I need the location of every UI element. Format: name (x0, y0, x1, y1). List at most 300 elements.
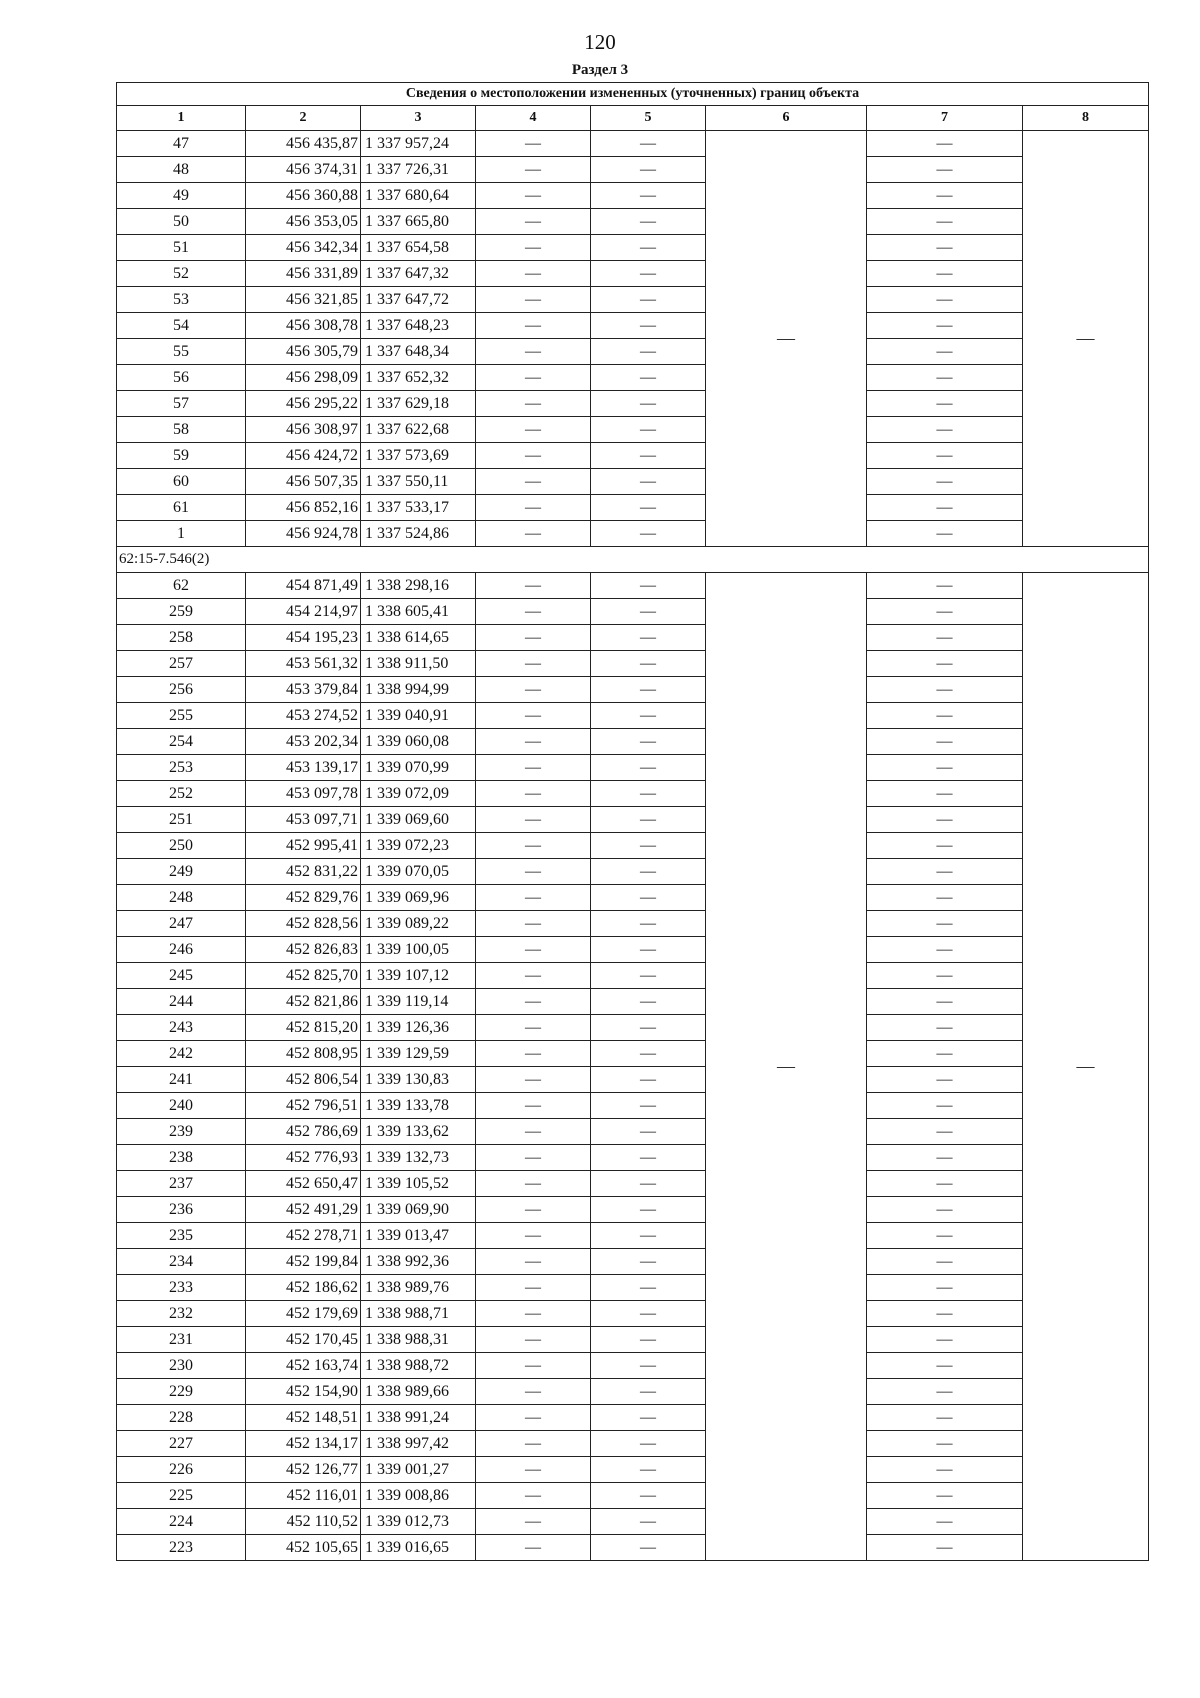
coord-y: 1 337 680,64 (361, 183, 476, 209)
col7-dash: — (867, 1171, 1023, 1197)
col4-dash: — (476, 417, 591, 443)
coord-y: 1 338 997,42 (361, 1431, 476, 1457)
column-header-8: 8 (1023, 106, 1149, 131)
col4-dash: — (476, 1119, 591, 1145)
col7-dash: — (867, 313, 1023, 339)
group-label: 62:15-7.546(2) (117, 547, 1149, 573)
point-number: 240 (117, 1093, 246, 1119)
table-row (117, 1145, 1149, 1171)
col5-dash: — (591, 1067, 706, 1093)
col4-dash: — (476, 1535, 591, 1561)
col5-dash: — (591, 1483, 706, 1509)
col5-dash: — (591, 651, 706, 677)
col5-dash: — (591, 365, 706, 391)
col7-dash: — (867, 1405, 1023, 1431)
col5-dash: — (591, 1405, 706, 1431)
coord-x: 456 321,85 (246, 287, 361, 313)
col4-dash: — (476, 1483, 591, 1509)
coord-x: 453 097,71 (246, 807, 361, 833)
coord-x: 453 097,78 (246, 781, 361, 807)
coord-y: 1 338 992,36 (361, 1249, 476, 1275)
col7-dash: — (867, 1223, 1023, 1249)
coord-x: 452 134,17 (246, 1431, 361, 1457)
col7-dash: — (867, 157, 1023, 183)
point-number: 245 (117, 963, 246, 989)
table-row (117, 209, 1149, 235)
coord-x: 452 796,51 (246, 1093, 361, 1119)
col5-dash: — (591, 1275, 706, 1301)
point-number: 247 (117, 911, 246, 937)
col5-dash: — (591, 989, 706, 1015)
col4-dash: — (476, 677, 591, 703)
col5-dash: — (591, 1223, 706, 1249)
col5-dash: — (591, 677, 706, 703)
coord-y: 1 339 133,62 (361, 1119, 476, 1145)
coord-y: 1 337 647,72 (361, 287, 476, 313)
col4-dash: — (476, 1067, 591, 1093)
col4-dash: — (476, 859, 591, 885)
coord-y: 1 339 008,86 (361, 1483, 476, 1509)
table-row (117, 599, 1149, 625)
coord-y: 1 339 001,27 (361, 1457, 476, 1483)
col5-dash: — (591, 313, 706, 339)
col7-dash: — (867, 1119, 1023, 1145)
col5-dash: — (591, 209, 706, 235)
point-number: 49 (117, 183, 246, 209)
col7-dash: — (867, 1483, 1023, 1509)
point-number: 248 (117, 885, 246, 911)
col4-dash: — (476, 781, 591, 807)
col5-dash: — (591, 261, 706, 287)
coord-y: 1 338 298,16 (361, 573, 476, 599)
coord-x: 452 491,29 (246, 1197, 361, 1223)
table-row (117, 1197, 1149, 1223)
col5-dash: — (591, 1119, 706, 1145)
coord-x: 453 561,32 (246, 651, 361, 677)
col4-dash: — (476, 729, 591, 755)
table-row (117, 573, 1149, 599)
coord-y: 1 339 126,36 (361, 1015, 476, 1041)
col7-dash: — (867, 183, 1023, 209)
coord-x: 456 374,31 (246, 157, 361, 183)
table-row (117, 339, 1149, 365)
col7-dash: — (867, 1353, 1023, 1379)
point-number: 234 (117, 1249, 246, 1275)
col7-dash: — (867, 287, 1023, 313)
col4-dash: — (476, 625, 591, 651)
col5-dash: — (591, 963, 706, 989)
coord-y: 1 337 533,17 (361, 495, 476, 521)
point-number: 256 (117, 677, 246, 703)
table-row (117, 1067, 1149, 1093)
col4-dash: — (476, 1405, 591, 1431)
col4-dash: — (476, 963, 591, 989)
column-header-row (117, 106, 1149, 131)
col4-dash: — (476, 157, 591, 183)
col7-dash: — (867, 365, 1023, 391)
col7-dash: — (867, 391, 1023, 417)
point-number: 239 (117, 1119, 246, 1145)
table-row (117, 833, 1149, 859)
point-number: 258 (117, 625, 246, 651)
col7-dash: — (867, 1327, 1023, 1353)
coord-x: 452 179,69 (246, 1301, 361, 1327)
col4-dash: — (476, 599, 591, 625)
table-row (117, 1535, 1149, 1561)
table-row (117, 235, 1149, 261)
col5-dash: — (591, 1353, 706, 1379)
col4-dash: — (476, 755, 591, 781)
col7-dash: — (867, 1249, 1023, 1275)
col5-dash: — (591, 417, 706, 443)
coord-x: 456 852,16 (246, 495, 361, 521)
coord-x: 452 170,45 (246, 1327, 361, 1353)
coord-x: 452 116,01 (246, 1483, 361, 1509)
coord-y: 1 339 133,78 (361, 1093, 476, 1119)
col5-dash: — (591, 1249, 706, 1275)
col5-dash: — (591, 495, 706, 521)
col7-dash: — (867, 209, 1023, 235)
col5-dash: — (591, 1301, 706, 1327)
point-number: 48 (117, 157, 246, 183)
coord-y: 1 339 013,47 (361, 1223, 476, 1249)
col5-dash: — (591, 781, 706, 807)
table-row (117, 625, 1149, 651)
table-row (117, 1431, 1149, 1457)
point-number: 230 (117, 1353, 246, 1379)
coord-y: 1 339 129,59 (361, 1041, 476, 1067)
table-row (117, 677, 1149, 703)
col7-dash: — (867, 807, 1023, 833)
coord-x: 452 815,20 (246, 1015, 361, 1041)
col4-dash: — (476, 1223, 591, 1249)
table-row (117, 1405, 1149, 1431)
col4-dash: — (476, 833, 591, 859)
col5-dash: — (591, 833, 706, 859)
col4-dash: — (476, 1353, 591, 1379)
col5-dash: — (591, 885, 706, 911)
point-number: 255 (117, 703, 246, 729)
coord-x: 452 806,54 (246, 1067, 361, 1093)
col5-dash: — (591, 703, 706, 729)
col5-dash: — (591, 1379, 706, 1405)
coord-y: 1 337 622,68 (361, 417, 476, 443)
col4-dash: — (476, 1327, 591, 1353)
table-row (117, 755, 1149, 781)
col7-dash: — (867, 911, 1023, 937)
point-number: 228 (117, 1405, 246, 1431)
coord-y: 1 339 072,09 (361, 781, 476, 807)
point-number: 61 (117, 495, 246, 521)
column-header-2: 2 (246, 106, 361, 131)
point-number: 238 (117, 1145, 246, 1171)
coord-y: 1 338 988,31 (361, 1327, 476, 1353)
coord-x: 453 139,17 (246, 755, 361, 781)
point-number: 59 (117, 443, 246, 469)
coord-y: 1 337 550,11 (361, 469, 476, 495)
coord-x: 452 186,62 (246, 1275, 361, 1301)
coord-y: 1 338 988,71 (361, 1301, 476, 1327)
col4-dash: — (476, 1041, 591, 1067)
coord-y: 1 338 991,24 (361, 1405, 476, 1431)
table-row (117, 1093, 1149, 1119)
col4-dash: — (476, 287, 591, 313)
col4-dash: — (476, 1275, 591, 1301)
col4-dash: — (476, 989, 591, 1015)
coord-x: 452 110,52 (246, 1509, 361, 1535)
coord-y: 1 337 654,58 (361, 235, 476, 261)
col4-dash: — (476, 1015, 591, 1041)
col5-dash: — (591, 183, 706, 209)
coord-x: 456 295,22 (246, 391, 361, 417)
col7-dash: — (867, 729, 1023, 755)
coord-y: 1 339 089,22 (361, 911, 476, 937)
col4-dash: — (476, 131, 591, 157)
column-header-3: 3 (361, 106, 476, 131)
coord-x: 452 105,65 (246, 1535, 361, 1561)
coord-y: 1 337 647,32 (361, 261, 476, 287)
col4-dash: — (476, 1379, 591, 1405)
coord-y: 1 339 069,96 (361, 885, 476, 911)
point-number: 249 (117, 859, 246, 885)
coord-y: 1 339 132,73 (361, 1145, 476, 1171)
col4-dash: — (476, 495, 591, 521)
coord-y: 1 339 119,14 (361, 989, 476, 1015)
col4-dash: — (476, 885, 591, 911)
col5-dash: — (591, 1431, 706, 1457)
coord-y: 1 337 726,31 (361, 157, 476, 183)
coord-y: 1 338 989,76 (361, 1275, 476, 1301)
point-number: 257 (117, 651, 246, 677)
point-number: 232 (117, 1301, 246, 1327)
table-row (117, 313, 1149, 339)
coord-y: 1 338 989,66 (361, 1379, 476, 1405)
point-number: 225 (117, 1483, 246, 1509)
col7-dash: — (867, 469, 1023, 495)
coord-x: 456 924,78 (246, 521, 361, 547)
col4-dash: — (476, 1093, 591, 1119)
coord-y: 1 337 648,34 (361, 339, 476, 365)
point-number: 224 (117, 1509, 246, 1535)
coord-y: 1 337 665,80 (361, 209, 476, 235)
table-row (117, 261, 1149, 287)
col5-dash: — (591, 1015, 706, 1041)
col5-dash: — (591, 287, 706, 313)
point-number: 62 (117, 573, 246, 599)
point-number: 1 (117, 521, 246, 547)
table-title-row (117, 83, 1149, 106)
table-row (117, 1119, 1149, 1145)
table-row (117, 521, 1149, 547)
coord-x: 452 828,56 (246, 911, 361, 937)
point-number: 229 (117, 1379, 246, 1405)
coord-x: 452 148,51 (246, 1405, 361, 1431)
coord-x: 452 163,74 (246, 1353, 361, 1379)
col4-dash: — (476, 443, 591, 469)
coord-y: 1 337 648,23 (361, 313, 476, 339)
col7-dash: — (867, 989, 1023, 1015)
col4-dash: — (476, 365, 591, 391)
col4-dash: — (476, 261, 591, 287)
col4-dash: — (476, 1197, 591, 1223)
col5-dash: — (591, 1093, 706, 1119)
col4-dash: — (476, 937, 591, 963)
coord-x: 452 995,41 (246, 833, 361, 859)
col4-dash: — (476, 1431, 591, 1457)
col5-dash: — (591, 937, 706, 963)
col5-dash: — (591, 1509, 706, 1535)
col4-dash: — (476, 469, 591, 495)
coord-y: 1 339 040,91 (361, 703, 476, 729)
coord-y: 1 339 072,23 (361, 833, 476, 859)
col4-dash: — (476, 209, 591, 235)
col5-dash: — (591, 859, 706, 885)
col7-dash: — (867, 261, 1023, 287)
col4-dash: — (476, 339, 591, 365)
table-row (117, 131, 1149, 157)
col7-dash: — (867, 1509, 1023, 1535)
point-number: 52 (117, 261, 246, 287)
column-header-6: 6 (706, 106, 867, 131)
col5-dash: — (591, 1041, 706, 1067)
point-number: 231 (117, 1327, 246, 1353)
table-row (117, 729, 1149, 755)
point-number: 56 (117, 365, 246, 391)
col6-merged-dash: — (706, 131, 867, 547)
coord-y: 1 339 069,90 (361, 1197, 476, 1223)
coord-y: 1 339 105,52 (361, 1171, 476, 1197)
point-number: 246 (117, 937, 246, 963)
coord-x: 456 308,97 (246, 417, 361, 443)
point-number: 242 (117, 1041, 246, 1067)
coord-x: 452 154,90 (246, 1379, 361, 1405)
col5-dash: — (591, 235, 706, 261)
table-row (117, 911, 1149, 937)
col5-dash: — (591, 1197, 706, 1223)
col4-dash: — (476, 1301, 591, 1327)
coord-y: 1 339 107,12 (361, 963, 476, 989)
col4-dash: — (476, 651, 591, 677)
point-number: 236 (117, 1197, 246, 1223)
coord-x: 456 435,87 (246, 131, 361, 157)
col7-dash: — (867, 703, 1023, 729)
table-row (117, 365, 1149, 391)
table-row (117, 417, 1149, 443)
coord-x: 456 305,79 (246, 339, 361, 365)
col7-dash: — (867, 521, 1023, 547)
coord-x: 454 214,97 (246, 599, 361, 625)
point-number: 51 (117, 235, 246, 261)
col5-dash: — (591, 1327, 706, 1353)
point-number: 253 (117, 755, 246, 781)
coord-y: 1 339 012,73 (361, 1509, 476, 1535)
point-number: 53 (117, 287, 246, 313)
col7-dash: — (867, 781, 1023, 807)
point-number: 259 (117, 599, 246, 625)
col7-dash: — (867, 833, 1023, 859)
point-number: 233 (117, 1275, 246, 1301)
col7-dash: — (867, 963, 1023, 989)
coord-y: 1 338 911,50 (361, 651, 476, 677)
col5-dash: — (591, 131, 706, 157)
col4-dash: — (476, 807, 591, 833)
point-number: 57 (117, 391, 246, 417)
col5-dash: — (591, 755, 706, 781)
table-row (117, 937, 1149, 963)
col4-dash: — (476, 391, 591, 417)
coord-x: 456 507,35 (246, 469, 361, 495)
coord-y: 1 337 573,69 (361, 443, 476, 469)
table-row (117, 989, 1149, 1015)
table-row (117, 183, 1149, 209)
group-label-row (117, 547, 1149, 573)
point-number: 241 (117, 1067, 246, 1093)
col7-dash: — (867, 625, 1023, 651)
table-row (117, 963, 1149, 989)
coord-y: 1 339 070,05 (361, 859, 476, 885)
col4-dash: — (476, 1457, 591, 1483)
col7-dash: — (867, 1145, 1023, 1171)
table-row (117, 1171, 1149, 1197)
table-row (117, 703, 1149, 729)
coord-x: 453 202,34 (246, 729, 361, 755)
col4-dash: — (476, 911, 591, 937)
coord-x: 456 331,89 (246, 261, 361, 287)
col7-dash: — (867, 651, 1023, 677)
col5-dash: — (591, 157, 706, 183)
coord-y: 1 337 629,18 (361, 391, 476, 417)
point-number: 250 (117, 833, 246, 859)
table-row (117, 859, 1149, 885)
coord-x: 452 825,70 (246, 963, 361, 989)
col4-dash: — (476, 235, 591, 261)
col7-dash: — (867, 1379, 1023, 1405)
coord-x: 454 871,49 (246, 573, 361, 599)
table-title: Сведения о местоположении измененных (уточненных) границ объекта (117, 83, 1149, 106)
col7-dash: — (867, 599, 1023, 625)
table-row (117, 1015, 1149, 1041)
col7-dash: — (867, 1275, 1023, 1301)
col7-dash: — (867, 1457, 1023, 1483)
boundary-table (116, 82, 1149, 1561)
coord-x: 452 829,76 (246, 885, 361, 911)
coord-y: 1 337 652,32 (361, 365, 476, 391)
coord-x: 456 424,72 (246, 443, 361, 469)
col5-dash: — (591, 599, 706, 625)
coord-x: 456 353,05 (246, 209, 361, 235)
col5-dash: — (591, 443, 706, 469)
table-row (117, 391, 1149, 417)
column-header-1: 1 (117, 106, 246, 131)
coord-x: 452 126,77 (246, 1457, 361, 1483)
col5-dash: — (591, 1457, 706, 1483)
col7-dash: — (867, 1093, 1023, 1119)
coord-x: 452 831,22 (246, 859, 361, 885)
col5-dash: — (591, 729, 706, 755)
col5-dash: — (591, 1145, 706, 1171)
point-number: 254 (117, 729, 246, 755)
coord-x: 452 776,93 (246, 1145, 361, 1171)
point-number: 243 (117, 1015, 246, 1041)
point-number: 227 (117, 1431, 246, 1457)
table-row (117, 807, 1149, 833)
col4-dash: — (476, 1509, 591, 1535)
col7-dash: — (867, 1535, 1023, 1561)
coord-x: 453 379,84 (246, 677, 361, 703)
table-row (117, 651, 1149, 677)
col7-dash: — (867, 1301, 1023, 1327)
col4-dash: — (476, 521, 591, 547)
